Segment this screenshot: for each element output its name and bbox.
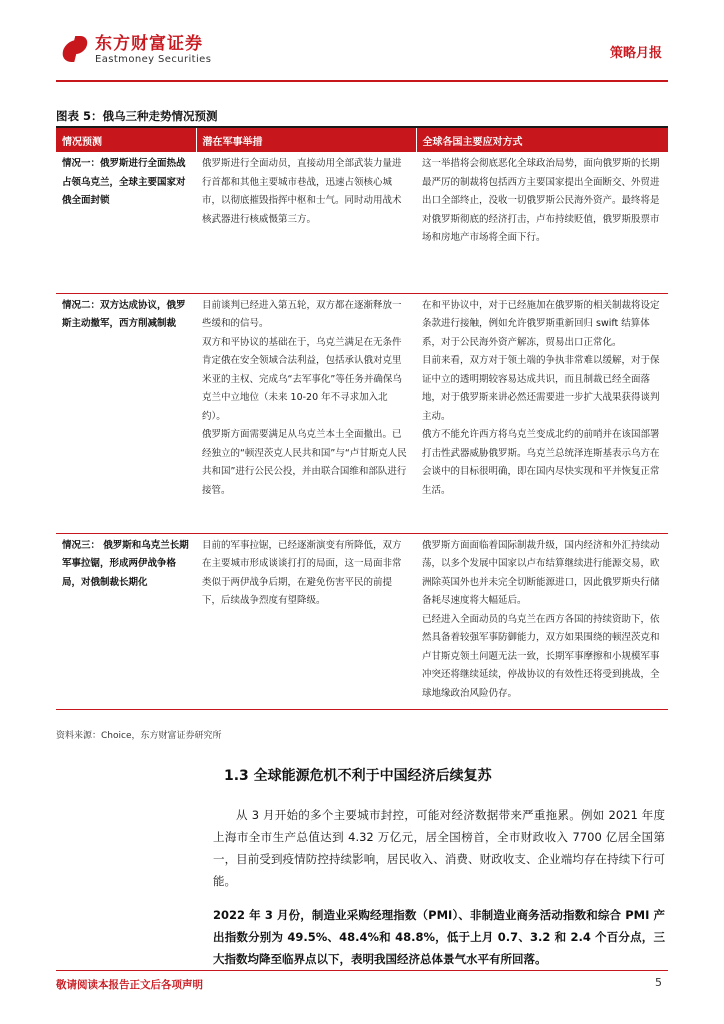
body-paragraph: 从 3 月开始的多个主要城市封控，可能对经济数据带来严重拖累。例如 2021 年度上海市全市生产总值达到 4.32 万亿元，居全国榜首，全市财政收入 7700 亿居全国第一，目前受到疫情防控持续影响，居民收入、消费、财政收支、企业端均存在持续下行可能。	[213, 808, 665, 888]
table-row	[56, 152, 668, 293]
scenario-cell: 情况二：双方达成协议，俄罗斯主动撤军，西方削减制裁	[56, 293, 196, 533]
scenario-table	[56, 128, 668, 710]
logo-icon	[63, 36, 89, 64]
military-cell	[196, 533, 416, 710]
scenario-cell: 情况三： 俄罗斯和乌克兰长期军事拉锯，形成两伊战争格局，对俄制裁长期化	[56, 533, 196, 710]
cell-paragraph: 目前的军事拉锯，已经逐渐演变有所降低，双方在主要城市形成谈谈打打的局面，这一局面非常类似于两伊战争后期，在避免伤害平民的前提下，后续战争烈度有望降级。	[202, 539, 402, 606]
military-cell	[196, 293, 416, 533]
body-paragraph-bold: 2022 年 3 月份，制造业采购经理指数（PMI）、非制造业商务活动指数和综合 PMI 产出指数分别为 49.5%、48.4%和 48.8%，低于上月 0.7、3.2 和 2.4 个百分点，三大指数均降至临界点以下，表明我国经济总体景气水平有所回落。	[213, 908, 665, 966]
cell-paragraph: 已经进入全面动员的乌克兰在西方各国的持续资助下，依然具备着较强军事防御能力，双方如果围绕的顿涅茨克和卢甘斯克领土问题无法一致，长期军事摩擦和小规模军事冲突还将继续延续，停战协议的有效性还将受到挑战，全球地缘政治风险仍存。	[422, 613, 660, 699]
header-divider	[56, 80, 668, 82]
scenario-cell: 情况一：俄罗斯进行全面热战占领乌克兰，全球主要国家对俄全面封锁	[56, 152, 196, 293]
cell-paragraph: 俄罗斯方面需要满足从乌克兰本土全面撤出。已经独立的“顿涅茨克人民共和国”与“卢甘斯克人民共和国”进行公民公投，并由联合国维和部队进行接管。	[202, 429, 407, 496]
military-cell	[196, 152, 416, 293]
cell-paragraph: 俄方不能允许西方将乌克兰变成北约的前哨并在该国部署打击性武器威胁俄罗斯。乌克兰总统泽连斯基表示乌方在会谈中的目标很明确，即在国内尽快实现和平并恢复正常生活。	[422, 429, 660, 496]
column-header: 情况预测	[56, 128, 196, 152]
table-row	[56, 293, 668, 533]
cell-paragraph: 目前谈判已经进入第五轮，双方都在逐渐释放一些缓和的信号。	[202, 299, 402, 329]
table-header-row	[56, 128, 668, 152]
column-header: 潜在军事举措	[196, 128, 416, 152]
cell-paragraph: 这一举措将会彻底恶化全球政治局势，面向俄罗斯的长期最严厉的制裁将包括西方主要国家提出全面断交、外贸进出口全部终止，没收一切俄罗斯公民海外资产。最终将是对俄罗斯彻底的经济打击，卢布持续贬值，俄罗斯股票市场和房地产市场将全面下行。	[422, 158, 660, 243]
cell-paragraph: 双方和平协议的基础在于，乌克兰满足在无条件肯定俄在安全领域合法利益，包括承认俄对克里米亚的主权、完成乌“去军事化”等任务并确保乌克兰中立地位（未来 10-20 年不寻求加入北约）。	[202, 336, 402, 422]
page-header	[0, 0, 724, 92]
response-cell	[416, 533, 668, 710]
table-row	[56, 533, 668, 710]
cell-paragraph: 俄罗斯方面面临着国际制裁升级，国内经济和外汇持续动荡，以多个发展中国家以卢布结算继续进行能源交易，欧洲除英国外也并未完全切断能源进口，因此俄罗斯央行储备耗尽速度将大幅延后。	[422, 539, 660, 606]
cell-paragraph: 目前来看，双方对于领土端的争执非常难以缓解，对于保证中立的透明期较容易达成共识，而且制裁已经全面落地，对于俄罗斯来讲必然还需要进一步扩大战果获得谈判主动。	[422, 355, 660, 422]
cell-paragraph: 在和平协议中，对于已经施加在俄罗斯的相关制裁将设定条款进行接触，例如允许俄罗斯重新回归 swift 结算体系，对于公民海外资产解冻，贸易出口正常化。	[422, 299, 660, 348]
report-type-label: 策略月报	[609, 46, 662, 61]
disclaimer-note: 敬请阅读本报告正文后各项声明	[56, 979, 203, 991]
logo-english-name: Eastmoney Securities	[95, 54, 212, 65]
logo-chinese-name: 东方财富证券	[95, 34, 203, 54]
page-number: 5	[655, 976, 662, 989]
response-cell	[416, 152, 668, 293]
figure-title: 图表 5：俄乌三种走势情况预测	[56, 109, 218, 123]
brand-logo	[63, 34, 211, 66]
section-heading: 1.3 全球能源危机不利于中国经济后续复苏	[224, 768, 492, 784]
response-cell	[416, 293, 668, 533]
footer-divider	[56, 970, 668, 971]
figure-source: 资料来源：Choice，东方财富证券研究所	[56, 731, 222, 741]
cell-paragraph: 俄罗斯进行全面动员，直接动用全部武装力量进行首都和其他主要城市巷战，迅速占领核心城市，以彻底摧毁指挥中枢和士气。同时动用战术核武器进行核威慑第三方。	[202, 158, 402, 225]
column-header: 全球各国主要应对方式	[416, 128, 668, 152]
